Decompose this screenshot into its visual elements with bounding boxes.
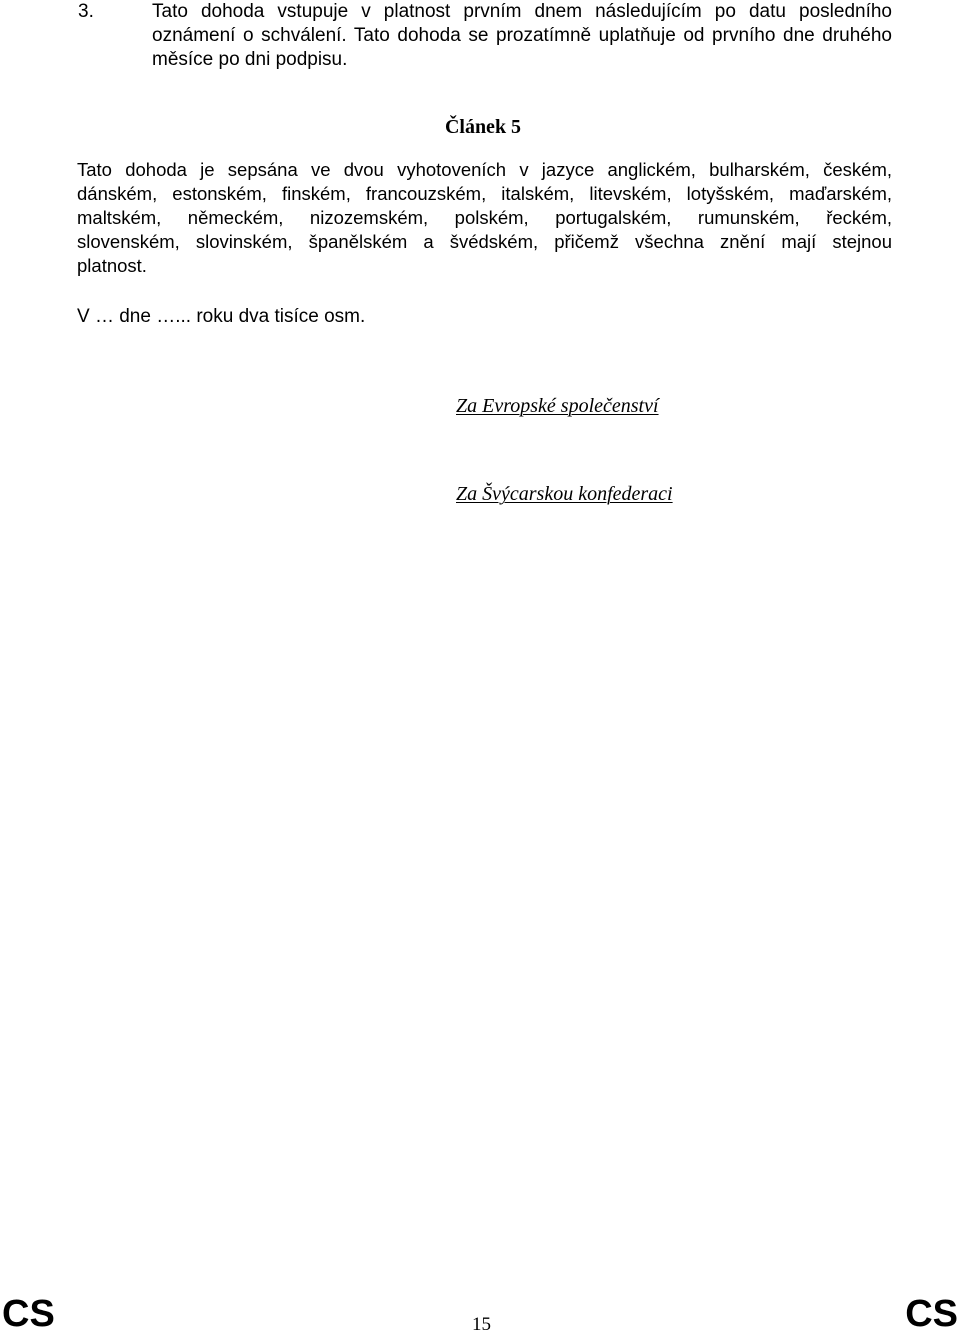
footer-language-code-right: CS [905, 1293, 958, 1335]
article-heading: Článek 5 [444, 116, 522, 138]
article-line: slovenském, slovinském, španělském a švédském, přičemž všechna znění mají stejnou [77, 231, 892, 252]
signatory-swiss-confederation: Za Švýcarskou konfederaci [456, 483, 673, 505]
article-paragraph [77, 158, 892, 278]
item-paragraph [152, 0, 892, 72]
footer-language-code-left: CS [2, 1293, 55, 1335]
date-place-line: V … dne …... roku dva tisíce osm. [77, 306, 366, 327]
article-line: dánském, estonském, finském, francouzském, italském, litevském, lotyšském, maďarském, [77, 183, 892, 204]
item-number: 3. [78, 1, 94, 22]
item-line: měsíce po dni podpisu. [152, 49, 348, 70]
item-line: oznámení o schválení. Tato dohoda se prozatímně uplatňuje od prvního dne druhého [152, 25, 892, 46]
signatory-european-community: Za Evropské společenství [456, 395, 659, 417]
item-line: Tato dohoda vstupuje v platnost prvním dnem následujícím po datu posledního [152, 1, 892, 22]
article-line: platnost. [77, 255, 147, 276]
article-line: maltském, německém, nizozemském, polském, portugalském, rumunském, řeckém, [77, 207, 892, 228]
article-line: Tato dohoda je sepsána ve dvou vyhotoveních v jazyce anglickém, bulharském, českém, [77, 159, 892, 180]
page-number: 15 [472, 1314, 491, 1335]
